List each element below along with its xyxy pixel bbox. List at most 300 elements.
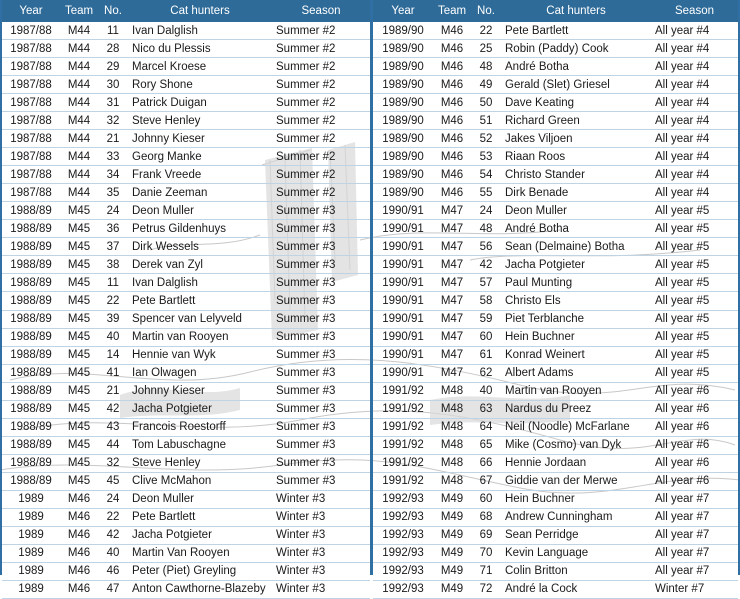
year-cell: 1989/90 (373, 76, 433, 94)
season-cell: Summer #2 (272, 148, 370, 166)
team-cell: M46 (60, 580, 98, 598)
team-cell: M49 (433, 580, 471, 598)
table-row (373, 58, 738, 76)
season-cell: Summer #3 (272, 418, 370, 436)
year-cell: 1989/90 (373, 22, 433, 40)
hunter-name-cell: Christo Stander (501, 166, 651, 184)
table-row (2, 508, 370, 526)
team-cell: M45 (60, 256, 98, 274)
year-cell: 1987/88 (2, 148, 60, 166)
number-cell: 42 (98, 400, 128, 418)
season-cell: Winter #7 (651, 580, 738, 598)
year-cell: 1989/90 (373, 40, 433, 58)
hunter-name-cell: André Botha (501, 58, 651, 76)
table-row (2, 274, 370, 292)
season-cell: All year #6 (651, 382, 738, 400)
right-roster-body (373, 22, 738, 599)
team-cell: M45 (60, 328, 98, 346)
number-cell: 58 (471, 292, 501, 310)
team-cell: M47 (433, 328, 471, 346)
year-cell: 1990/91 (373, 364, 433, 382)
table-row (373, 148, 738, 166)
table-row (373, 526, 738, 544)
hunter-name-cell: Deon Muller (501, 202, 651, 220)
table-row (2, 202, 370, 220)
team-cell: M46 (433, 22, 471, 40)
team-cell: M49 (433, 562, 471, 580)
team-cell: M45 (60, 346, 98, 364)
team-header: Team (433, 0, 471, 22)
number-cell: 71 (471, 562, 501, 580)
year-cell: 1989/90 (373, 130, 433, 148)
year-cell: 1992/93 (373, 526, 433, 544)
year-cell: 1991/92 (373, 418, 433, 436)
season-cell: All year #5 (651, 364, 738, 382)
season-cell: Summer #2 (272, 94, 370, 112)
number-header: No. (471, 0, 501, 22)
team-cell: M45 (60, 436, 98, 454)
team-cell: M44 (60, 58, 98, 76)
table-row (373, 256, 738, 274)
hunter-name-cell: Pete Bartlett (128, 292, 272, 310)
table-row (2, 382, 370, 400)
number-cell: 60 (471, 328, 501, 346)
number-cell: 21 (98, 382, 128, 400)
season-cell: Summer #2 (272, 166, 370, 184)
number-cell: 42 (98, 526, 128, 544)
season-cell: Summer #3 (272, 472, 370, 490)
year-cell: 1989 (2, 526, 60, 544)
team-cell: M48 (433, 436, 471, 454)
season-cell: All year #5 (651, 238, 738, 256)
number-cell: 24 (98, 202, 128, 220)
table-row (2, 220, 370, 238)
team-cell: M45 (60, 418, 98, 436)
season-cell: All year #4 (651, 76, 738, 94)
year-cell: 1987/88 (2, 40, 60, 58)
hunter-name-cell: Hennie van Wyk (128, 346, 272, 364)
hunter-name-cell: Clive McMahon (128, 472, 272, 490)
season-cell: Summer #2 (272, 112, 370, 130)
table-row (2, 526, 370, 544)
team-cell: M45 (60, 382, 98, 400)
season-cell: Summer #3 (272, 310, 370, 328)
number-cell: 54 (471, 166, 501, 184)
number-cell: 46 (98, 562, 128, 580)
hunter-name-cell: Hein Buchner (501, 490, 651, 508)
hunter-name-cell: Johnny Kieser (128, 130, 272, 148)
season-cell: All year #6 (651, 472, 738, 490)
table-row (373, 292, 738, 310)
season-cell: Summer #3 (272, 292, 370, 310)
year-cell: 1988/89 (2, 202, 60, 220)
table-row (2, 130, 370, 148)
number-cell: 40 (98, 328, 128, 346)
number-cell: 43 (98, 418, 128, 436)
number-cell: 66 (471, 454, 501, 472)
table-row (2, 112, 370, 130)
team-cell: M49 (433, 490, 471, 508)
table-row (373, 130, 738, 148)
year-cell: 1988/89 (2, 382, 60, 400)
right-roster-table (373, 0, 738, 599)
year-cell: 1988/89 (2, 310, 60, 328)
number-cell: 50 (471, 94, 501, 112)
number-cell: 38 (98, 256, 128, 274)
team-cell: M44 (60, 22, 98, 40)
year-cell: 1987/88 (2, 94, 60, 112)
season-cell: All year #4 (651, 130, 738, 148)
team-cell: M46 (433, 130, 471, 148)
number-cell: 65 (471, 436, 501, 454)
team-cell: M46 (433, 166, 471, 184)
table-row (2, 436, 370, 454)
number-cell: 52 (471, 130, 501, 148)
hunter-name-cell: Francois Roestorff (128, 418, 272, 436)
hunter-name-cell: Martin van Rooyen (501, 382, 651, 400)
year-cell: 1989/90 (373, 148, 433, 166)
number-cell: 31 (98, 94, 128, 112)
number-cell: 45 (98, 472, 128, 490)
hunter-name-cell: Nardus du Preez (501, 400, 651, 418)
number-cell: 22 (98, 508, 128, 526)
table-row (2, 166, 370, 184)
year-cell: 1987/88 (2, 184, 60, 202)
year-cell: 1991/92 (373, 454, 433, 472)
team-header: Team (60, 0, 98, 22)
team-cell: M48 (433, 472, 471, 490)
year-cell: 1989/90 (373, 58, 433, 76)
number-cell: 40 (98, 544, 128, 562)
number-cell: 72 (471, 580, 501, 598)
table-row (2, 148, 370, 166)
hunter-name-cell: Kevin Language (501, 544, 651, 562)
table-row (373, 238, 738, 256)
team-cell: M45 (60, 310, 98, 328)
number-cell: 36 (98, 220, 128, 238)
hunter-name-cell: Nico du Plessis (128, 40, 272, 58)
season-cell: Summer #3 (272, 202, 370, 220)
number-cell: 48 (471, 220, 501, 238)
table-row (373, 418, 738, 436)
year-cell: 1991/92 (373, 400, 433, 418)
table-row (373, 40, 738, 58)
hunter-name-cell: Jacha Potgieter (501, 256, 651, 274)
season-cell: Winter #3 (272, 580, 370, 598)
table-row (2, 76, 370, 94)
table-row (373, 436, 738, 454)
number-cell: 69 (471, 526, 501, 544)
number-cell: 67 (471, 472, 501, 490)
team-cell: M45 (60, 292, 98, 310)
season-cell: All year #6 (651, 454, 738, 472)
table-row (373, 112, 738, 130)
table-row (2, 472, 370, 490)
table-row (373, 472, 738, 490)
year-cell: 1991/92 (373, 382, 433, 400)
number-cell: 30 (98, 76, 128, 94)
number-cell: 62 (471, 364, 501, 382)
table-row (2, 22, 370, 40)
team-cell: M47 (433, 220, 471, 238)
hunter-name-cell: Hennie Jordaan (501, 454, 651, 472)
year-cell: 1987/88 (2, 166, 60, 184)
table-row (2, 238, 370, 256)
number-cell: 29 (98, 58, 128, 76)
year-cell: 1988/89 (2, 292, 60, 310)
number-cell: 63 (471, 400, 501, 418)
season-cell: Summer #2 (272, 130, 370, 148)
year-cell: 1992/93 (373, 490, 433, 508)
team-cell: M45 (60, 220, 98, 238)
team-cell: M45 (60, 400, 98, 418)
number-cell: 39 (98, 310, 128, 328)
hunter-name-cell: Dirk Wessels (128, 238, 272, 256)
hunter-name-cell: Hein Buchner (501, 328, 651, 346)
year-cell: 1989 (2, 562, 60, 580)
table-row (373, 454, 738, 472)
table-row (373, 76, 738, 94)
year-cell: 1989 (2, 490, 60, 508)
table-row (373, 364, 738, 382)
year-cell: 1988/89 (2, 454, 60, 472)
season-cell: Summer #3 (272, 220, 370, 238)
team-cell: M46 (433, 58, 471, 76)
number-cell: 22 (98, 292, 128, 310)
table-row (2, 328, 370, 346)
year-cell: 1988/89 (2, 220, 60, 238)
team-cell: M47 (433, 292, 471, 310)
table-row (2, 256, 370, 274)
table-header-row (2, 0, 370, 22)
number-cell: 37 (98, 238, 128, 256)
hunter-name-cell: Pete Bartlett (128, 508, 272, 526)
table-row (2, 310, 370, 328)
number-cell: 56 (471, 238, 501, 256)
team-cell: M44 (60, 130, 98, 148)
table-row (2, 562, 370, 580)
number-cell: 32 (98, 454, 128, 472)
team-cell: M46 (433, 40, 471, 58)
year-cell: 1988/89 (2, 274, 60, 292)
team-cell: M44 (60, 112, 98, 130)
season-cell: All year #5 (651, 202, 738, 220)
team-cell: M44 (60, 148, 98, 166)
year-cell: 1990/91 (373, 238, 433, 256)
season-cell: All year #4 (651, 22, 738, 40)
hunter-name-cell: Mike (Cosmo) van Dyk (501, 436, 651, 454)
season-cell: Summer #3 (272, 328, 370, 346)
hunter-name-cell: Robin (Paddy) Cook (501, 40, 651, 58)
hunter-name-cell: Peter (Piet) Greyling (128, 562, 272, 580)
year-cell: 1988/89 (2, 436, 60, 454)
season-cell: Summer #3 (272, 400, 370, 418)
number-cell: 35 (98, 184, 128, 202)
year-cell: 1990/91 (373, 220, 433, 238)
year-cell: 1990/91 (373, 310, 433, 328)
hunter-name-cell: Ivan Dalglish (128, 22, 272, 40)
year-cell: 1988/89 (2, 328, 60, 346)
season-cell: All year #5 (651, 346, 738, 364)
table-row (2, 364, 370, 382)
season-cell: All year #5 (651, 256, 738, 274)
hunter-name-cell: Jakes Viljoen (501, 130, 651, 148)
number-cell: 68 (471, 508, 501, 526)
hunter-name-cell: Spencer van Lelyveld (128, 310, 272, 328)
table-row (373, 220, 738, 238)
number-cell: 59 (471, 310, 501, 328)
table-row (2, 580, 370, 598)
season-cell: Summer #3 (272, 454, 370, 472)
hunter-name-cell: Danie Zeeman (128, 184, 272, 202)
season-cell: Summer #3 (272, 256, 370, 274)
number-cell: 41 (98, 364, 128, 382)
season-cell: Summer #3 (272, 238, 370, 256)
hunter-name-cell: Pete Bartlett (501, 22, 651, 40)
team-cell: M44 (60, 166, 98, 184)
table-row (373, 202, 738, 220)
table-row (373, 346, 738, 364)
season-cell: All year #4 (651, 40, 738, 58)
year-cell: 1987/88 (2, 76, 60, 94)
hunter-name-cell: Christo Els (501, 292, 651, 310)
hunter-name-cell: Sean Perridge (501, 526, 651, 544)
team-cell: M49 (433, 508, 471, 526)
year-cell: 1988/89 (2, 346, 60, 364)
number-cell: 40 (471, 382, 501, 400)
hunter-name-cell: Derek van Zyl (128, 256, 272, 274)
season-cell: Winter #3 (272, 562, 370, 580)
year-cell: 1987/88 (2, 58, 60, 76)
table-row (373, 274, 738, 292)
table-row (373, 508, 738, 526)
table-row (2, 400, 370, 418)
number-cell: 22 (471, 22, 501, 40)
table-row (373, 382, 738, 400)
season-cell: Summer #3 (272, 436, 370, 454)
hunter-name-cell: Paul Munting (501, 274, 651, 292)
table-row (373, 544, 738, 562)
year-cell: 1988/89 (2, 400, 60, 418)
season-cell: Summer #2 (272, 22, 370, 40)
hunter-name-cell: Marcel Kroese (128, 58, 272, 76)
hunter-name-cell: Dave Keating (501, 94, 651, 112)
table-row (2, 58, 370, 76)
season-cell: All year #5 (651, 220, 738, 238)
year-cell: 1990/91 (373, 256, 433, 274)
team-cell: M48 (433, 382, 471, 400)
season-cell: All year #7 (651, 508, 738, 526)
hunter-name-cell: Andrew Cunningham (501, 508, 651, 526)
hunter-name-cell: Johnny Kieser (128, 382, 272, 400)
season-cell: Summer #3 (272, 382, 370, 400)
year-cell: 1989 (2, 508, 60, 526)
table-row (373, 490, 738, 508)
year-cell: 1992/93 (373, 580, 433, 598)
number-cell: 61 (471, 346, 501, 364)
team-cell: M46 (433, 94, 471, 112)
hunter-name-cell: Dirk Benade (501, 184, 651, 202)
team-cell: M44 (60, 76, 98, 94)
number-cell: 21 (98, 130, 128, 148)
hunter-name-cell: Patrick Duigan (128, 94, 272, 112)
season-cell: Summer #2 (272, 184, 370, 202)
right-roster-panel (371, 0, 740, 596)
number-cell: 14 (98, 346, 128, 364)
season-cell: All year #6 (651, 436, 738, 454)
hunter-name-cell: Deon Muller (128, 490, 272, 508)
year-cell: 1991/92 (373, 472, 433, 490)
number-cell: 57 (471, 274, 501, 292)
hunter-name-cell: André Botha (501, 220, 651, 238)
season-cell: All year #5 (651, 328, 738, 346)
team-cell: M44 (60, 40, 98, 58)
season-cell: Summer #2 (272, 40, 370, 58)
team-cell: M44 (60, 94, 98, 112)
team-cell: M47 (433, 238, 471, 256)
team-cell: M48 (433, 418, 471, 436)
season-cell: All year #6 (651, 400, 738, 418)
season-cell: All year #5 (651, 292, 738, 310)
table-row (2, 544, 370, 562)
season-cell: All year #4 (651, 148, 738, 166)
team-cell: M45 (60, 454, 98, 472)
year-cell: 1988/89 (2, 238, 60, 256)
number-cell: 28 (98, 40, 128, 58)
number-cell: 25 (471, 40, 501, 58)
number-cell: 42 (471, 256, 501, 274)
team-cell: M48 (433, 454, 471, 472)
hunter-name-cell: Sean (Delmaine) Botha (501, 238, 651, 256)
year-cell: 1988/89 (2, 364, 60, 382)
number-cell: 33 (98, 148, 128, 166)
season-cell: Winter #3 (272, 544, 370, 562)
hunter-name-cell: Steve Henley (128, 454, 272, 472)
hunter-name-cell: Giddie van der Merwe (501, 472, 651, 490)
team-cell: M46 (433, 148, 471, 166)
season-cell: All year #7 (651, 526, 738, 544)
team-cell: M45 (60, 472, 98, 490)
hunter-name-cell: Martin van Rooyen (128, 328, 272, 346)
season-cell: All year #7 (651, 562, 738, 580)
number-cell: 70 (471, 544, 501, 562)
hunter-name-cell: Albert Adams (501, 364, 651, 382)
number-cell: 53 (471, 148, 501, 166)
number-cell: 11 (98, 22, 128, 40)
year-cell: 1989 (2, 580, 60, 598)
table-row (2, 454, 370, 472)
hunter-name-cell: Jacha Potgieter (128, 526, 272, 544)
year-cell: 1987/88 (2, 22, 60, 40)
year-cell: 1989/90 (373, 94, 433, 112)
hunter-name-cell: Deon Muller (128, 202, 272, 220)
season-header: Season (651, 0, 738, 22)
table-row (373, 328, 738, 346)
table-row (373, 184, 738, 202)
table-row (373, 166, 738, 184)
table-row (2, 490, 370, 508)
year-cell: 1990/91 (373, 346, 433, 364)
year-cell: 1988/89 (2, 256, 60, 274)
team-cell: M46 (433, 184, 471, 202)
team-cell: M46 (433, 76, 471, 94)
season-cell: Summer #3 (272, 364, 370, 382)
season-cell: Summer #3 (272, 274, 370, 292)
year-cell: 1988/89 (2, 418, 60, 436)
number-cell: 24 (98, 490, 128, 508)
cat-hunters-header: Cat hunters (501, 0, 651, 22)
season-cell: All year #4 (651, 166, 738, 184)
